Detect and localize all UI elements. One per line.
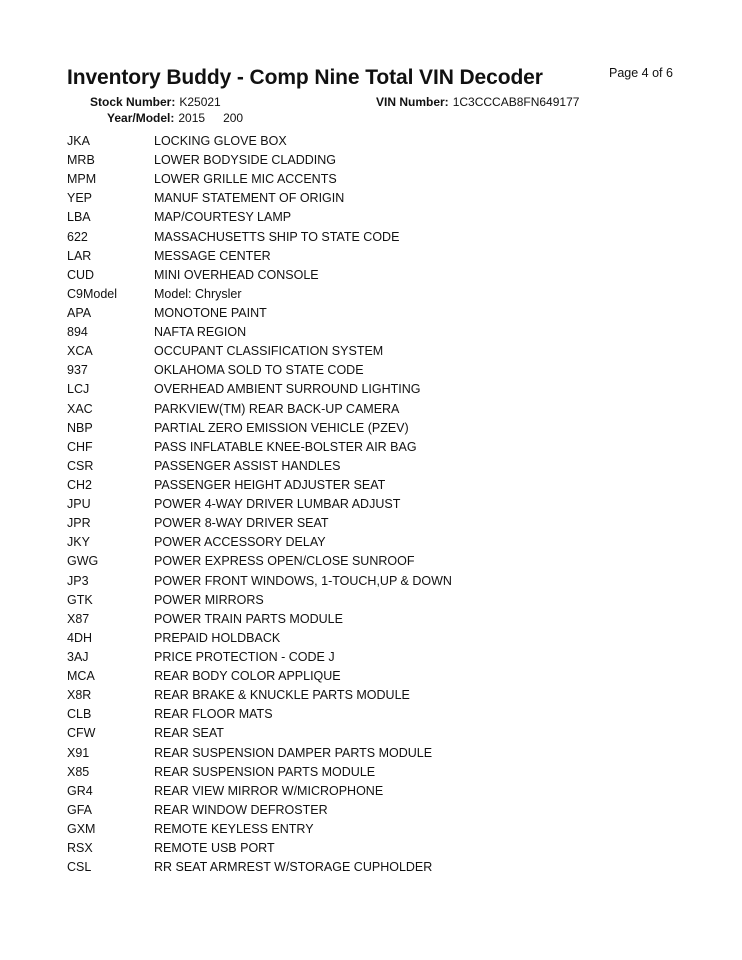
option-code-list: [67, 132, 707, 877]
option-row: [67, 285, 707, 304]
option-code: NBP: [67, 420, 93, 435]
option-code: XCA: [67, 344, 93, 359]
page-number: Page 4 of 6: [609, 66, 673, 80]
option-row: [67, 820, 707, 839]
option-row: [67, 170, 707, 189]
option-description: POWER MIRRORS: [154, 592, 264, 607]
option-code: RSX: [67, 841, 93, 856]
option-code: X8R: [67, 688, 92, 703]
option-description: PASS INFLATABLE KNEE-BOLSTER AIR BAG: [154, 439, 417, 454]
option-description: MASSACHUSETTS SHIP TO STATE CODE: [154, 229, 400, 244]
option-row: [67, 132, 707, 151]
option-code: CLB: [67, 707, 92, 722]
option-description: POWER EXPRESS OPEN/CLOSE SUNROOF: [154, 554, 415, 569]
option-code: CUD: [67, 267, 95, 282]
option-description: POWER FRONT WINDOWS, 1-TOUCH,UP & DOWN: [154, 573, 452, 588]
option-description: NAFTA REGION: [154, 325, 247, 340]
option-row: [67, 342, 707, 361]
option-description: POWER TRAIN PARTS MODULE: [154, 611, 343, 626]
model-value: 200: [223, 111, 244, 125]
option-description: REAR SUSPENSION DAMPER PARTS MODULE: [154, 745, 433, 760]
option-description: POWER 4-WAY DRIVER LUMBAR ADJUST: [154, 497, 401, 512]
option-row: [67, 514, 707, 533]
option-code: 622: [67, 229, 88, 244]
option-description: POWER ACCESSORY DELAY: [154, 535, 326, 550]
option-code: CH2: [67, 477, 93, 492]
option-description: LOCKING GLOVE BOX: [154, 134, 287, 148]
option-code: 4DH: [67, 630, 93, 645]
option-code: X91: [67, 745, 90, 760]
option-row: [67, 858, 707, 877]
option-description: REAR FLOOR MATS: [154, 707, 273, 722]
option-row: [67, 629, 707, 648]
option-row: [67, 801, 707, 820]
option-row: [67, 495, 707, 514]
option-row: [67, 667, 707, 686]
option-code: JP3: [67, 573, 89, 588]
option-code: CSR: [67, 458, 94, 473]
option-row: [67, 266, 707, 285]
option-description: PASSENGER ASSIST HANDLES: [154, 458, 341, 473]
option-description: PREPAID HOLDBACK: [154, 630, 281, 645]
option-row: [67, 304, 707, 323]
option-code: GTK: [67, 592, 93, 607]
option-description: REAR SEAT: [154, 726, 224, 741]
option-row: [67, 189, 707, 208]
option-code: LAR: [67, 248, 92, 263]
option-row: [67, 151, 707, 170]
option-code: CHF: [67, 439, 93, 454]
page-title: Inventory Buddy - Comp Nine Total VIN Decoder: [67, 66, 543, 89]
vin-number-field: [376, 95, 579, 109]
option-code: JPU: [67, 497, 91, 512]
option-description: RR SEAT ARMREST W/STORAGE CUPHOLDER: [154, 860, 433, 875]
option-description: OKLAHOMA SOLD TO STATE CODE: [154, 363, 364, 378]
option-code: JKA: [67, 134, 90, 148]
option-row: [67, 552, 707, 571]
option-code: X85: [67, 764, 90, 779]
option-code: JPR: [67, 516, 91, 531]
option-description: MINI OVERHEAD CONSOLE: [154, 267, 319, 282]
option-row: [67, 438, 707, 457]
option-row: [67, 228, 707, 247]
option-row: [67, 457, 707, 476]
option-description: REAR BRAKE & KNUCKLE PARTS MODULE: [154, 688, 410, 703]
option-row: [67, 323, 707, 342]
option-description: LOWER GRILLE MIC ACCENTS: [154, 172, 337, 187]
option-code: C9Model: [67, 286, 118, 301]
option-code: MRB: [67, 153, 95, 168]
option-description: REAR SUSPENSION PARTS MODULE: [154, 764, 376, 779]
option-row: [67, 610, 707, 629]
option-description: REAR BODY COLOR APPLIQUE: [154, 669, 341, 684]
option-code: GR4: [67, 783, 93, 798]
option-row: [67, 839, 707, 858]
option-description: PARKVIEW(TM) REAR BACK-UP CAMERA: [154, 401, 400, 416]
stock-number-value: K25021: [179, 95, 221, 109]
option-row: [67, 744, 707, 763]
option-row: [67, 419, 707, 438]
option-row: [67, 591, 707, 610]
option-row: [67, 572, 707, 591]
option-code: CSL: [67, 860, 92, 875]
option-description: MANUF STATEMENT OF ORIGIN: [154, 191, 345, 206]
option-code: MPM: [67, 172, 97, 187]
option-code: JKY: [67, 535, 90, 550]
option-row: [67, 380, 707, 399]
option-description: MAP/COURTESY LAMP: [154, 210, 292, 225]
option-code: X87: [67, 611, 90, 626]
option-row: [67, 705, 707, 724]
option-row: [67, 648, 707, 667]
option-row: [67, 247, 707, 266]
option-description: PRICE PROTECTION - CODE J: [154, 649, 335, 664]
stock-number-label: Stock Number:: [90, 95, 176, 109]
option-description: POWER 8-WAY DRIVER SEAT: [154, 516, 329, 531]
option-code: GXM: [67, 821, 96, 836]
vin-number-value: 1C3CCCAB8FN649177: [452, 95, 580, 109]
year-value: 2015: [178, 111, 206, 125]
option-code: YEP: [67, 191, 93, 206]
option-row: [67, 361, 707, 380]
option-row: [67, 686, 707, 705]
option-description: REMOTE KEYLESS ENTRY: [154, 821, 314, 836]
option-description: Model: Chrysler: [154, 286, 242, 301]
option-description: REMOTE USB PORT: [154, 841, 275, 856]
option-code: MCA: [67, 669, 95, 684]
option-description: OCCUPANT CLASSIFICATION SYSTEM: [154, 344, 384, 359]
option-description: MONOTONE PAINT: [154, 305, 267, 320]
option-description: REAR VIEW MIRROR W/MICROPHONE: [154, 783, 384, 798]
option-row: [67, 476, 707, 495]
option-code: 894: [67, 325, 88, 340]
option-row: [67, 763, 707, 782]
option-description: LOWER BODYSIDE CLADDING: [154, 153, 336, 168]
year-model-label: Year/Model:: [107, 111, 175, 125]
option-code: APA: [67, 305, 92, 320]
option-code: 937: [67, 363, 88, 378]
option-description: PARTIAL ZERO EMISSION VEHICLE (PZEV): [154, 420, 409, 435]
option-row: [67, 782, 707, 801]
stock-number-field: [90, 95, 221, 109]
vin-number-label: VIN Number:: [376, 95, 449, 109]
option-description: OVERHEAD AMBIENT SURROUND LIGHTING: [154, 382, 421, 397]
option-code: CFW: [67, 726, 96, 741]
option-code: GFA: [67, 802, 93, 817]
option-code: 3AJ: [67, 649, 89, 664]
option-description: MESSAGE CENTER: [154, 248, 271, 263]
option-code: LCJ: [67, 382, 90, 397]
option-description: REAR WINDOW DEFROSTER: [154, 802, 328, 817]
option-row: [67, 208, 707, 227]
option-row: [67, 400, 707, 419]
option-code: XAC: [67, 401, 93, 416]
option-code: GWG: [67, 554, 99, 569]
option-row: [67, 533, 707, 552]
option-description: PASSENGER HEIGHT ADJUSTER SEAT: [154, 477, 386, 492]
option-code: LBA: [67, 210, 91, 225]
option-row: [67, 724, 707, 743]
year-model-field: [107, 111, 243, 125]
